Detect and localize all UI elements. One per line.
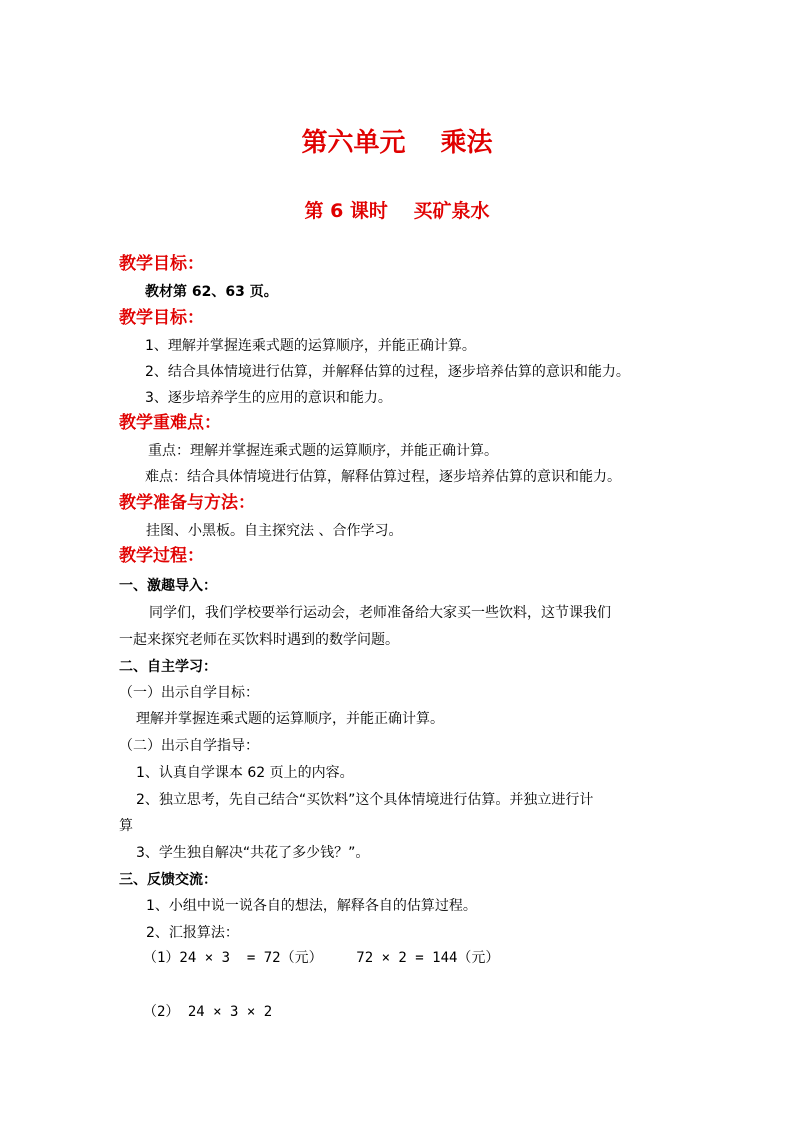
key-points-heading: 教学重难点： [119, 413, 221, 433]
key-point: 重点：理解并掌握连乘式题的运算顺序，并能正确计算。 [148, 443, 498, 459]
part2-heading: 二、自主学习： [119, 659, 217, 675]
part3-heading: 三、反馈交流： [119, 872, 217, 888]
part2-sub1: （一）出示自学目标： [119, 685, 259, 701]
part1-line: 一起来探究老师在买饮料时遇到的数学问题。 [119, 632, 399, 648]
teaching-goal-heading: 教学目标： [119, 254, 204, 274]
goal-item: 1、理解并掌握连乘式题的运算顺序，并能正确计算。 [145, 338, 476, 354]
goal-item: 3、逐步培养学生的应用的意识和能力。 [145, 390, 392, 406]
goal-item: 2、结合具体情境进行估算，并解释估算的过程，逐步培养估算的意识和能力。 [145, 364, 630, 380]
teaching-goal-heading-2: 教学目标： [119, 308, 204, 328]
part3-item: 1、小组中说一说各自的想法，解释各自的估算过程。 [146, 898, 477, 914]
guide-item-wrap: 算 [119, 818, 133, 834]
page-title: 第六单元 乘法 [301, 128, 493, 158]
part1-heading: 一、激趣导入： [119, 578, 217, 594]
part1-line: 同学们，我们学校要举行运动会，老师准备给大家买一些饮料，这节课我们 [149, 605, 611, 621]
guide-item: 3、学生独自解决“共花了多少钱？”。 [136, 845, 370, 861]
process-heading: 教学过程： [119, 546, 204, 566]
part2-sub1-text: 理解并掌握连乘式题的运算顺序，并能正确计算。 [136, 711, 444, 727]
textbook-pages: 教材第 62、63 页。 [145, 284, 278, 300]
guide-item: 1、认真自学课本 62 页上的内容。 [136, 765, 354, 781]
part3-item: 2、汇报算法： [146, 925, 239, 941]
calculation-1: （1）24 × 3 = 72（元） 72 × 2 = 144（元） [143, 950, 500, 966]
part2-sub2: （二）出示自学指导： [119, 738, 259, 754]
difficult-point: 难点：结合具体情境进行估算，解释估算过程，逐步培养估算的意识和能力。 [145, 469, 621, 485]
guide-item: 2、独立思考，先自己结合“买饮料”这个具体情境进行估算。并独立进行计 [136, 792, 594, 808]
lesson-subtitle: 第 6 课时 买矿泉水 [304, 200, 490, 222]
preparation-heading: 教学准备与方法： [119, 493, 255, 513]
preparation-text: 挂图、小黑板。自主探究法 、合作学习。 [146, 523, 403, 539]
calculation-2: （2） 24 × 3 × 2 [143, 1004, 273, 1020]
